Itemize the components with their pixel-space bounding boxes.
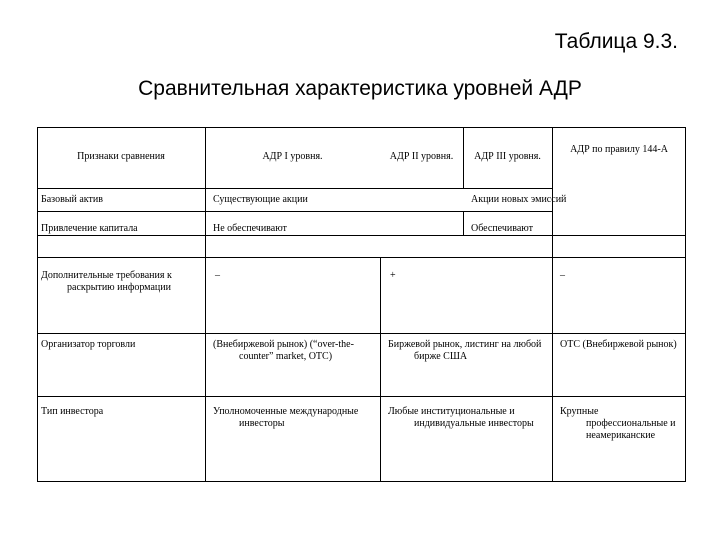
header-level-3: АДР III уровня. [474, 151, 541, 162]
header-rule-144a: АДР по правилу 144-А [570, 144, 668, 155]
cell-trading-144a: OTC (Внебиржевой рынок) [560, 339, 677, 350]
cell-investor-level-1: Уполномоченные международные инвесторы [213, 406, 359, 429]
row-label-trading: Организатор торговли [41, 339, 136, 350]
cell-base-asset-existing: Существующие акции [213, 194, 308, 205]
table-caption: Таблица 9.3. [554, 30, 678, 53]
cell-trading-exchange: Биржевой рынок, листинг на любой бирже США [388, 339, 542, 362]
header-level-1: АДР I уровня. [262, 151, 323, 162]
cell-capital-yes: Обеспечивают [471, 223, 533, 234]
cell-disclosure-level-2-3: + [390, 270, 396, 281]
row-label-capital: Привлечение капитала [41, 223, 138, 234]
cell-investor-level-2-3: Любые институциональные и индивидуальные инвесторы [388, 406, 534, 429]
page-title: Сравнительная характеристика уровней АДР [138, 77, 582, 100]
cell-base-asset-new: Акции новых эмиссий [471, 194, 567, 205]
cell-disclosure-144a: – [560, 270, 565, 281]
cell-disclosure-level-1: – [215, 270, 220, 281]
row-label-base-asset: Базовый актив [41, 194, 103, 205]
cell-investor-144a: Крупные профессиональные и неамериканские [560, 406, 676, 441]
row-label-investor: Тип инвестора [41, 406, 104, 417]
header-level-2: АДР II уровня. [389, 151, 454, 162]
cell-trading-otc: (Внебиржевой рынок) (“over-the-counter” market, OTC) [213, 339, 354, 362]
row-label-disclosure: Дополнительные требования к раскрытию информации [41, 270, 172, 293]
cell-capital-no: Не обеспечивают [213, 223, 287, 234]
header-criteria: Признаки сравнения [77, 151, 165, 162]
